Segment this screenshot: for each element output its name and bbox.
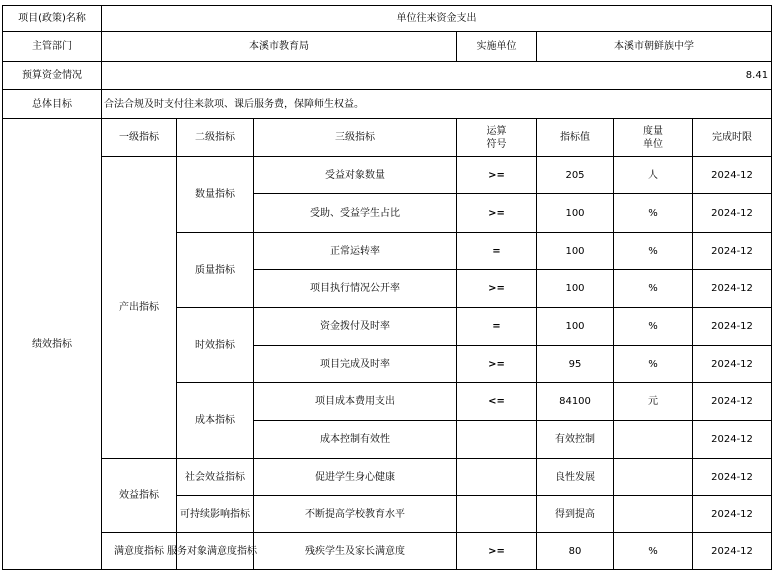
row-deadline: 2024-12 [693,270,772,308]
row-deadline: 2024-12 [693,421,772,459]
row-unit: % [614,533,693,570]
row-unit: % [614,233,693,270]
subgroup-social: 社会效益指标 [177,459,254,496]
subgroup-cost: 成本指标 [177,383,254,459]
row-operator [457,459,537,496]
row-value: 100 [537,194,614,233]
column-header-row [3,119,772,157]
row-operator: >= [457,194,537,233]
row-deadline: 2024-12 [693,533,772,570]
perf-indicator-label: 绩效指标 [3,119,102,570]
col-unit: 度量 单位 [614,119,693,157]
subgroup-quantity: 数量指标 [177,157,254,233]
col-level3: 三级指标 [254,119,457,157]
row-name: 残疾学生及家长满意度 [254,533,457,570]
row-value: 95 [537,346,614,383]
row-value: 100 [537,233,614,270]
goal-label: 总体目标 [3,90,102,119]
row-deadline: 2024-12 [693,233,772,270]
row-name: 受助、受益学生占比 [254,194,457,233]
row-deadline: 2024-12 [693,459,772,496]
table-row [3,157,772,194]
row-operator [457,421,537,459]
row-unit: % [614,308,693,346]
project-label: 项目(政策)名称 [3,6,102,32]
row-name: 资金拨付及时率 [254,308,457,346]
budget-value: 8.41 [102,62,772,90]
dept-value: 本溪市教育局 [102,32,457,62]
subgroup-quality: 质量指标 [177,233,254,308]
table-row [3,533,772,570]
col-operator: 运算 符号 [457,119,537,157]
row-unit: % [614,346,693,383]
row-value: 205 [537,157,614,194]
row-operator: >= [457,533,537,570]
col-deadline: 完成时限 [693,119,772,157]
row-name: 项目完成及时率 [254,346,457,383]
group-output: 产出指标 [102,157,177,459]
col-level1: 一级指标 [102,119,177,157]
subgroup-sustain: 可持续影响指标 [177,496,254,533]
row-name: 正常运转率 [254,233,457,270]
dept-label: 主管部门 [3,32,102,62]
row-operator: = [457,308,537,346]
row-unit [614,496,693,533]
group-benefit: 效益指标 [102,459,177,533]
row-unit: % [614,194,693,233]
performance-table-container [2,5,771,570]
col-value: 指标值 [537,119,614,157]
row-value: 良性发展 [537,459,614,496]
row-operator: <= [457,383,537,421]
row-operator [457,496,537,533]
row-name: 不断提高学校教育水平 [254,496,457,533]
row-operator: >= [457,270,537,308]
row-unit: 人 [614,157,693,194]
row-operator: >= [457,157,537,194]
row-name: 成本控制有效性 [254,421,457,459]
impl-value: 本溪市朝鲜族中学 [537,32,772,62]
row-value: 得到提高 [537,496,614,533]
row-value: 100 [537,270,614,308]
row-deadline: 2024-12 [693,194,772,233]
col-level2: 二级指标 [177,119,254,157]
row-operator: >= [457,346,537,383]
row-operator: = [457,233,537,270]
table-row [3,459,772,496]
row-deadline: 2024-12 [693,157,772,194]
row-name: 项目成本费用支出 [254,383,457,421]
row-unit: % [614,270,693,308]
department-row [3,32,772,62]
row-name: 项目执行情况公开率 [254,270,457,308]
goal-row [3,90,772,119]
performance-goal-table [2,5,772,570]
row-name: 促进学生身心健康 [254,459,457,496]
row-deadline: 2024-12 [693,496,772,533]
project-row [3,6,772,32]
row-unit [614,459,693,496]
project-value: 单位往来资金支出 [102,6,772,32]
budget-row [3,62,772,90]
row-deadline: 2024-12 [693,383,772,421]
subgroup-service: 服务对象满意度指标 [177,533,254,570]
row-name: 受益对象数量 [254,157,457,194]
row-deadline: 2024-12 [693,346,772,383]
row-unit [614,421,693,459]
budget-label: 预算资金情况 [3,62,102,90]
group-satisfaction: 满意度指标 [102,533,177,570]
row-value: 80 [537,533,614,570]
row-value: 100 [537,308,614,346]
row-value: 84100 [537,383,614,421]
row-value: 有效控制 [537,421,614,459]
row-deadline: 2024-12 [693,308,772,346]
impl-label: 实施单位 [457,32,537,62]
goal-value: 合法合规及时支付往来款项、课后服务费，保障师生权益。 [102,90,772,119]
subgroup-timeliness: 时效指标 [177,308,254,383]
row-unit: 元 [614,383,693,421]
